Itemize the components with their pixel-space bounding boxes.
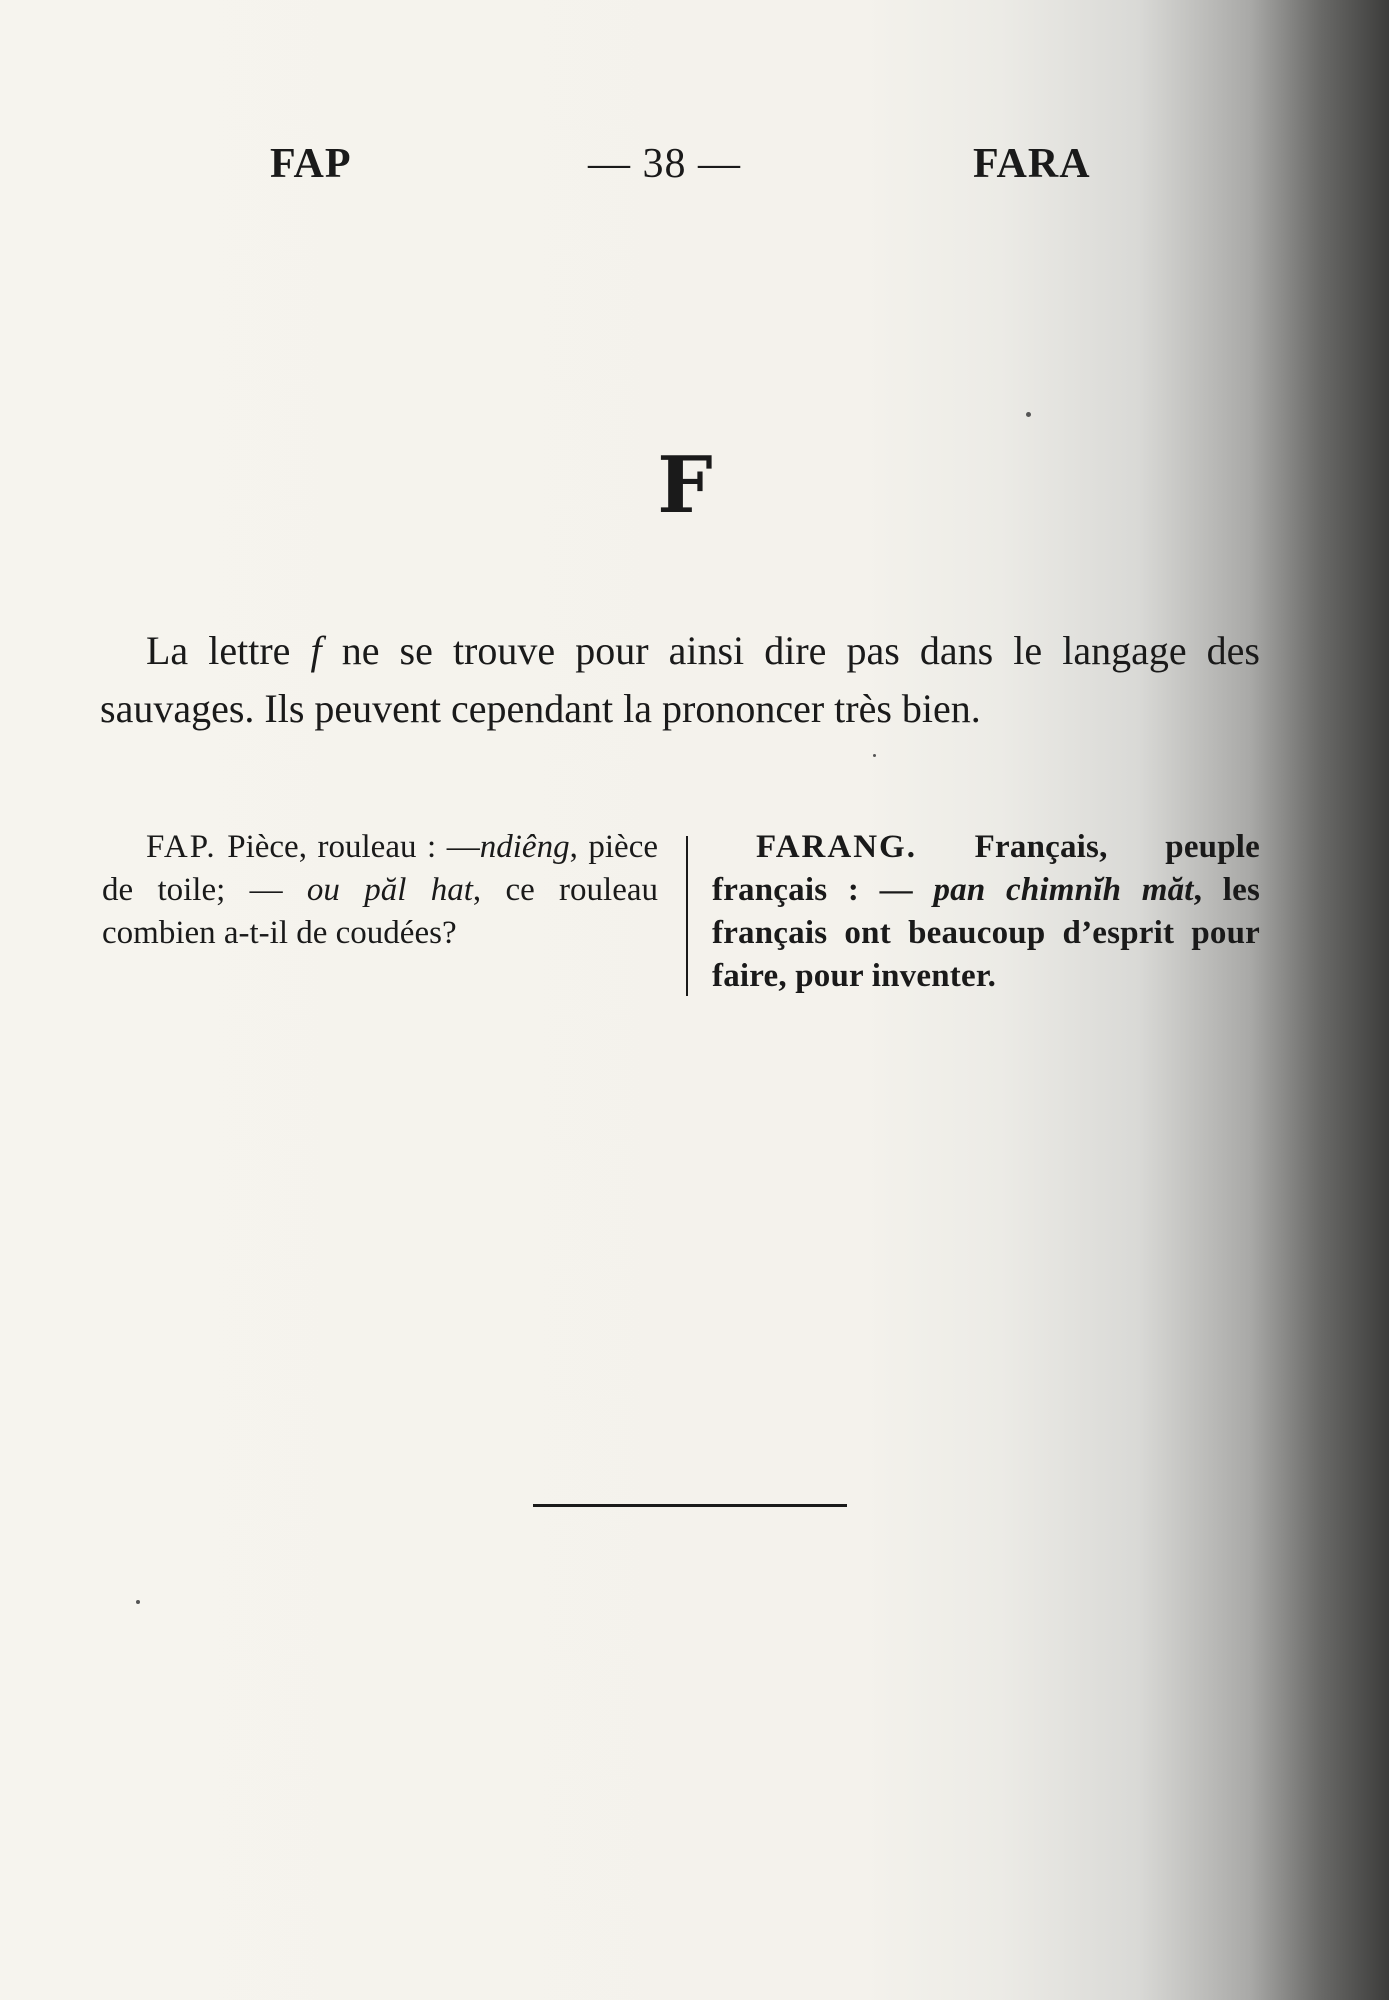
entry-definition: Pièce, rouleau : —	[216, 829, 480, 865]
intro-text-before: La lettre	[146, 628, 311, 673]
paper-speck	[873, 754, 876, 757]
section-letter-heading: F	[657, 440, 713, 531]
entry-definition: , pièce de toile; —	[102, 829, 658, 908]
entry-headword: FAP.	[146, 829, 217, 865]
intro-letter: f	[310, 628, 322, 673]
entry-definition: Français, peuple français : —	[712, 829, 1260, 908]
intro-paragraph	[100, 622, 1260, 738]
page-number: — 38 —	[588, 141, 741, 187]
entry-example: ou păl hat	[306, 872, 473, 908]
intro-text-after: ne se trouve pour ainsi dire pas dans le langage des sauvages. Ils peuvent cependant la prononcer très bien.	[100, 628, 1260, 731]
entry-example: pan chimnĭh măt	[933, 872, 1194, 908]
entry-definition: , ce rouleau combien a-t-il de coudées?	[102, 872, 658, 951]
paper-speck	[136, 1600, 140, 1604]
entry-headword: FARANG.	[756, 829, 917, 865]
paper-speck	[1026, 412, 1031, 417]
entry-definition: , les français ont beaucoup d’esprit pour faire, pour inventer.	[712, 872, 1260, 994]
entry-farang	[712, 826, 1260, 998]
running-head-left: FAP	[270, 141, 352, 187]
running-head-right: FARA	[973, 141, 1091, 187]
entry-fap	[102, 826, 658, 955]
column-divider	[686, 836, 688, 996]
entry-example: ndiêng	[479, 829, 570, 865]
end-rule	[533, 1504, 847, 1507]
